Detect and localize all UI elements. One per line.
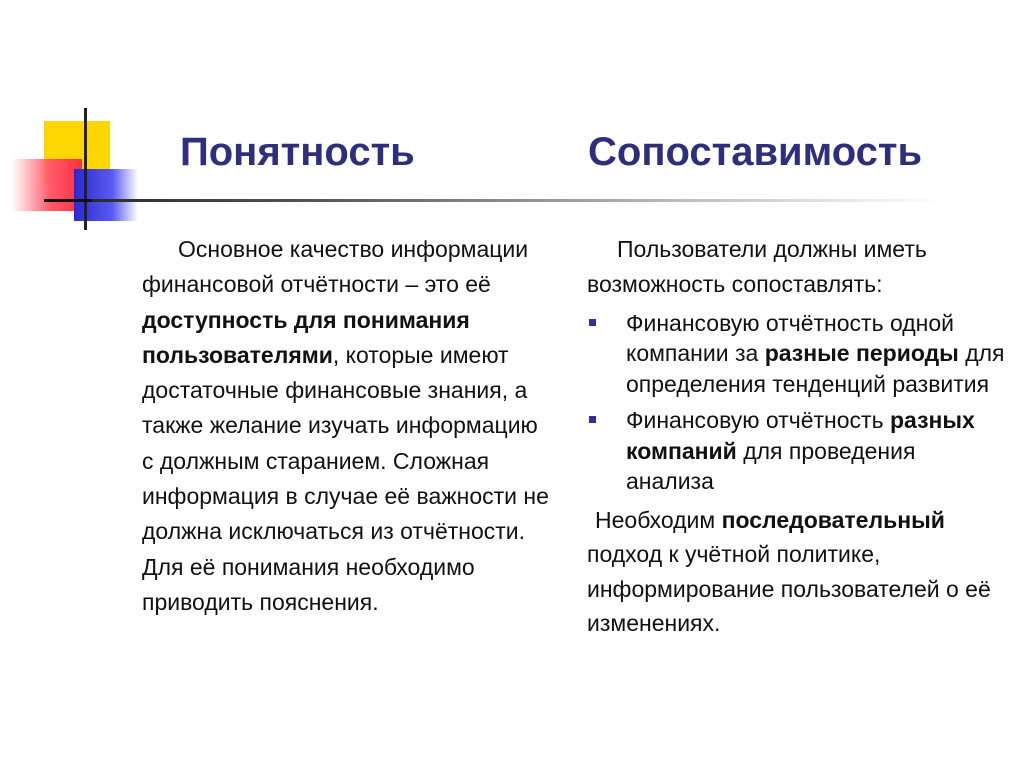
comparability-outro [587,503,1007,641]
clarity-text-part-1: Основное качество информации финансовой отчётности – это её [142,236,529,298]
clarity-text-bold: доступность для понимания пользователями [142,306,470,368]
bullet-text-bold: разные периоды [764,340,959,367]
title-comparability: Сопоставимость [588,130,923,174]
bullet-text: Финансовую отчётность [626,407,890,434]
clarity-text-part-2: , которые имеют достаточные финансовые знания, а также желание изучать информацию с должным старанием. Сложная информация в случае её важности не должна исключаться из отчётности. Для её понимания необходимо приводить пояснения. [142,341,549,615]
outro-text-part-2: подход к учётной политике, информирование пользователей о её изменениях. [587,541,991,637]
decor-red-square [12,159,82,211]
bullet-text-bold: разных компаний [626,407,975,464]
title-underline [44,199,944,202]
list-item [587,308,1007,400]
comparability-list [587,308,1007,497]
square-bullet-icon [589,319,596,326]
bullet-text: для проведения анализа [626,437,916,495]
bullet-text: для определения тенденций развития [626,340,1005,397]
clarity-paragraph [142,232,552,620]
outro-text-bold: последовательный [721,506,945,533]
comparability-column [587,232,1007,641]
list-item [587,405,1007,497]
title-clarity: Понятность [180,130,415,174]
decor-horizontal-stub [44,199,92,202]
decor-vertical-line [84,108,87,230]
bullet-text: Финансовую отчётность одной компании за [626,309,955,367]
square-bullet-icon [589,416,596,423]
outro-text-part-1: Необходим [595,506,722,533]
clarity-column [142,232,552,620]
comparability-intro: Пользователи должны иметь возможность сопоставлять: [587,236,927,298]
